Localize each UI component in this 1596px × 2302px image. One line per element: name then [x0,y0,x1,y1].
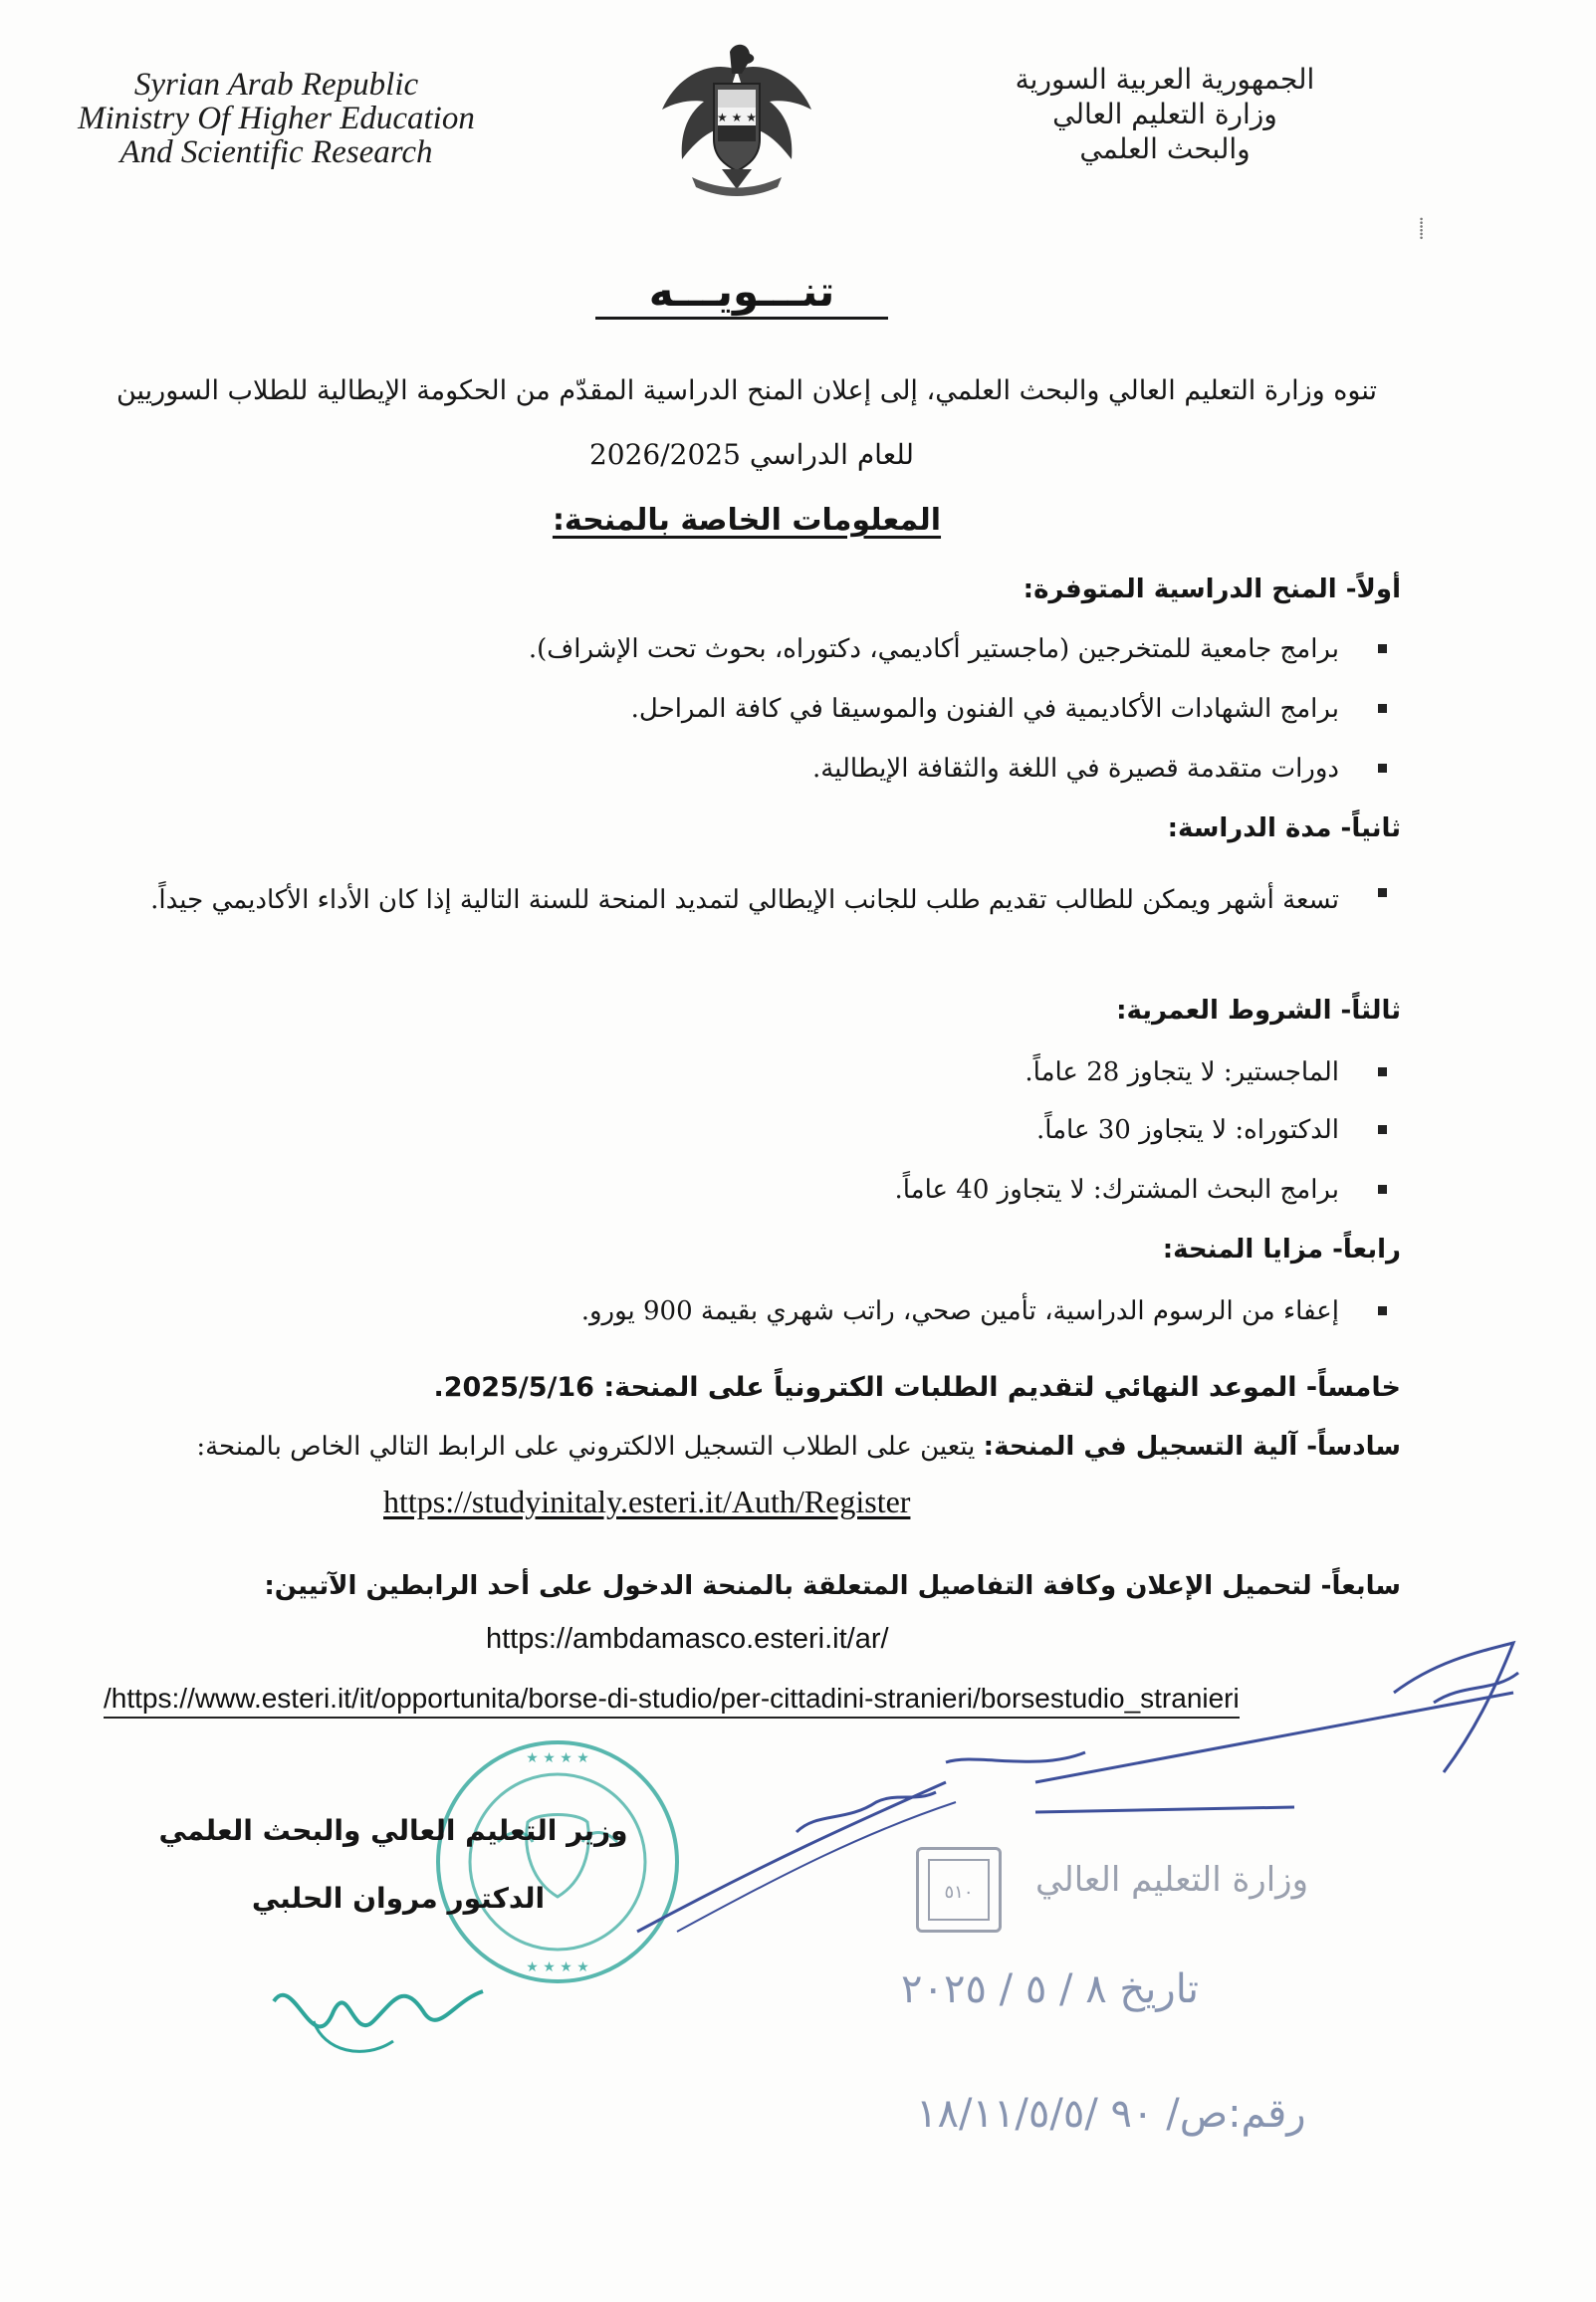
section-1-item-1: برامج جامعية للمتخرجين (ماجستير أكاديمي، دكتوراه، بحوث تحت الإشراف). [114,622,1339,676]
section-6 [107,1432,1401,1462]
svg-text:★ ★ ★: ★ ★ ★ [717,111,757,124]
syrian-eagle-emblem-icon [652,40,821,199]
section-4-item-1: إعفاء من الرسوم الدراسية، تأمين صحي، راتب شهري بقيمة 900 يورو. [114,1284,1339,1338]
header-en-line-2: Ministry Of Higher Education [78,101,475,136]
registry-box-icon [916,1847,1002,1933]
section-3-item-3: برامج البحث المشترك: لا يتجاوز 40 عاماً. [114,1163,1339,1217]
intro-text: تنوه وزارة التعليم العالي والبحث العلمي، إلى إعلان المنح الدراسية المقدّم من الحكومة الإيطالية للطلاب السوريين [115,375,1377,406]
section-1-item-2: برامج الشهادات الأكاديمية في الفنون والموسيقا في كافة المراحل. [114,682,1339,736]
registration-link[interactable]: https://studyinitaly.esteri.it/Auth/Register [383,1484,911,1519]
svg-text:★ ★ ★ ★: ★ ★ ★ ★ [526,1959,589,1975]
margin-mark-icon: ⸽ [1419,216,1425,240]
minister-signature-icon [617,1633,1573,1952]
signatory-title: وزير التعليم العالي والبحث العلمي [158,1814,628,1847]
svg-text:٥١٠: ٥١٠ [944,1882,974,1903]
section-6-heading: سادساً- آلية التسجيل في المنحة: [983,1432,1401,1462]
section-3-item-1: الماجستير: لا يتجاوز 28 عاماً. [114,1045,1339,1099]
header-ar-line-1: الجمهورية العربية السورية [1015,63,1315,96]
section-4-heading: رابعاً- مزايا المنحة: [1162,1235,1401,1265]
section-5-heading: خامساً- الموعد النهائي لتقديم الطلبات الكترونياً على المنحة: 2025/5/16. [433,1372,1401,1403]
header-english [40,68,513,169]
stamp-date: تاريخ ٨ / ٥ / ٢٠٢٥ [901,1966,1200,2012]
header-ar-line-3: والبحث العلمي [1079,132,1251,165]
section-3-heading: ثالثاً- الشروط العمرية: [1116,996,1401,1026]
green-signature-icon [254,1942,513,2081]
section-3-item-2: الدكتوراه: لا يتجاوز 30 عاماً. [114,1103,1339,1157]
header-ar-line-2: وزارة التعليم العالي [1052,98,1277,130]
stamp-number: رقم:ص/ ٩٠ /١٨/١١/٥/٥ [916,2091,1306,2137]
embassy-link[interactable]: https://ambdamasco.esteri.it/ar/ [486,1623,889,1655]
section-7-heading: سابعاً- لتحميل الإعلان وكافة التفاصيل المتعلقة بالمنحة الدخول على أحد الرابطين الآتيين: [264,1571,1401,1601]
section-1-item-3: دورات متقدمة قصيرة في اللغة والثقافة الإيطالية. [114,742,1339,796]
title-underline [595,317,888,320]
section-6-text: يتعين على الطلاب التسجيل الالكتروني على الرابط التالي الخاص بالمنحة: [196,1432,976,1462]
section-2-item-1: تسعة أشهر ويمكن للطالب تقديم طلب للجانب الإيطالي لتمديد المنحة للسنة التالية إذا كان الأداء الأكاديمي جيداً. [25,866,1339,934]
signatory-name: الدكتور مروان الحلبي [251,1882,546,1915]
header-en-line-1: Syrian Arab Republic [133,67,419,103]
academic-year: للعام الدراسي 2026/2025 [588,438,915,471]
header-arabic [1001,62,1329,166]
esteri-link[interactable]: /https://www.esteri.it/it/opportunita/borse-di-studio/per-cittadini-stranieri/borsestudio_stranieri [104,1683,1240,1719]
stamp-ministry-label: وزارة التعليم العالي [1035,1860,1309,1900]
section-2-heading: ثانياً- مدة الدراسة: [1167,813,1401,843]
page-title: تنـــويـــه [648,267,835,316]
info-heading: المعلومات الخاصة بالمنحة: [552,503,942,538]
section-1-heading: أولاً- المنح الدراسية المتوفرة: [1023,575,1401,604]
svg-text:★ ★ ★ ★: ★ ★ ★ ★ [526,1750,589,1766]
header-en-line-3: And Scientific Research [119,134,433,170]
